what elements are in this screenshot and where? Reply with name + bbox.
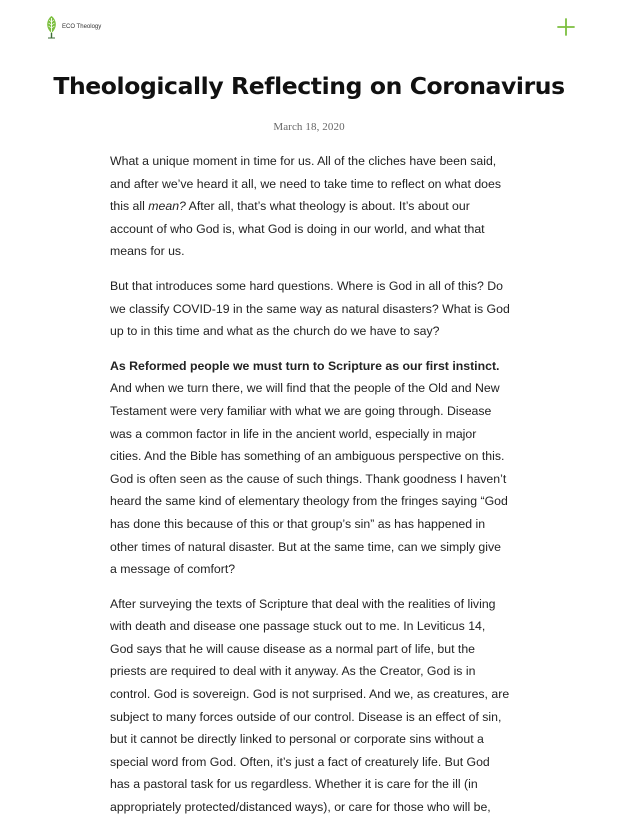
- paragraph-1: [110, 150, 510, 263]
- plus-icon: [555, 16, 577, 38]
- paragraph-3: [110, 355, 510, 581]
- emphasis-text: mean?: [148, 199, 186, 214]
- page-title: Theologically Reflecting on Coronavirus: [53, 72, 565, 100]
- article-body: [110, 150, 510, 831]
- menu-toggle-button[interactable]: [555, 16, 577, 38]
- site-header: [0, 14, 618, 42]
- paragraph-4: After surveying the texts of Scripture that deal with the realities of living with death and disease one passage stuck out to me. In Leviticus 14, God says that he will cause disease as a normal part of life, but the priests are required to deal with it anyway. As the Creator, God is in control. God is sovereign. God is not surprised. And we, as creatures, are subject to many forces outside of our control. Disease is an effect of sin, but it cannot be directly linked to personal or corporate sins without a special word from God. Often, it’s just a fact of creaturely life. But God has a pastoral task for us regardless. Whether it is care for the ill (in appropriately protected/distanced ways), or care for those who will be,: [110, 596, 510, 815]
- paragraph-1-text: What a unique moment in time for us. All of the cliches have been said, and after we’ve heard it all, we need to take time to reflect on what does this all: [110, 154, 501, 214]
- leaf-icon: [45, 15, 58, 39]
- bold-lead-sentence: As Reformed people we must turn to Scripture as our first instinct.: [110, 358, 500, 373]
- paragraph-1-text-end: After all, that’s what theology is about. It’s about our account of who God is, what God is doing in our world, and what that means for us.: [110, 199, 485, 259]
- paragraph-3-text: And when we turn there, we will find that the people of the Old and New Testament were very familiar with what we are going through. Disease was a common factor in life in the ancient world, especially in major cities. And the Bible has something of an ambiguous perspective on this. God is often seen as the cause of such things. Thank goodness I haven’t heard the same kind of elementary theology from the fringes saying “God has done this because of this or that group’s sin” as has happened in other times of natural disaster. But at the same time, can we simply give a message of comfort?: [110, 381, 508, 577]
- site-logo[interactable]: [45, 14, 101, 40]
- publish-date: March 18, 2020: [273, 121, 345, 133]
- logo-text: ECO Theology: [62, 24, 102, 30]
- paragraph-2: But that introduces some hard questions. Where is God in all of this? Do we classify COVID-19 in the same way as natural disasters? What is God up to in this time and what as the church do we have to say?: [110, 278, 510, 339]
